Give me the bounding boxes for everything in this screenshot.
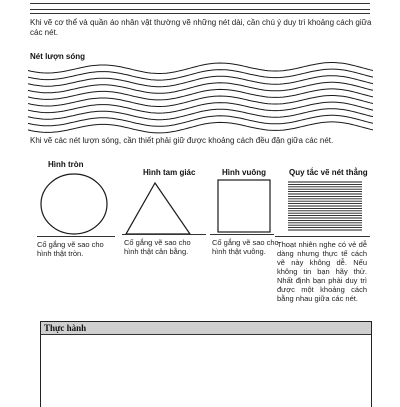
straight-caption-line-7: bằng nhau giữa các nét. [277, 294, 358, 303]
straight-caption-line-6: được một khoảng cách [277, 285, 367, 294]
wavy-section-title: Nét lượn sóng [30, 52, 86, 61]
intro-paragraph-line-2: các nét. [30, 28, 59, 37]
wavy-section-note: Khi vẽ các nét lượn sóng, cần thiết phải giữ được khoảng cách đều đặn giữa các nét. [30, 136, 334, 145]
circle-caption-line-2: hình thật tròn. [37, 249, 84, 258]
intro-paragraph-line-1: Khi vẽ cơ thể và quần áo nhân vật thường vẽ những nét dài, cần chú ý duy trì khoảng cách giữa [30, 18, 372, 27]
straight-caption-line-3: vẽ này không dễ. Nếu [277, 258, 367, 267]
straight-caption-underline [275, 236, 370, 237]
wavy-lines-figure [28, 62, 373, 134]
circle-figure [37, 173, 115, 237]
straight-lines-title: Quy tắc vẽ nét thẳng [289, 168, 368, 177]
straight-caption-line-4: không tin bạn hãy thử. [277, 267, 367, 276]
practice-title: Thực hành [41, 322, 371, 335]
top-rule-3 [30, 13, 370, 14]
practice-box[interactable] [40, 321, 372, 407]
straight-caption [277, 240, 367, 303]
square-caption-line-1: Cố gắng vẽ sao cho [212, 238, 279, 247]
straight-caption-line-5: Nhất định bạn phải duy trì [277, 276, 367, 285]
wavy-line [28, 122, 373, 133]
straight-caption-line-1: Thoạt nhiên nghe có vẻ dễ [277, 240, 367, 249]
circle-caption-line-1: Cố gắng vẽ sao cho [37, 240, 104, 249]
triangle-caption-line-1: Cố gắng vẽ sao cho [124, 238, 191, 247]
square-title: Hình vuông [222, 168, 266, 177]
top-rule-2 [30, 9, 370, 10]
triangle-shape [126, 183, 190, 234]
square-caption-line-2: hình thật vuông. [212, 247, 266, 256]
triangle-figure [122, 178, 200, 238]
triangle-title: Hình tam giác [143, 168, 196, 177]
circle-shape [41, 174, 107, 234]
square-caption-underline [210, 234, 274, 235]
square-figure [214, 176, 274, 236]
straight-caption-line-2: dàng nhưng thực tế cách [277, 249, 367, 258]
triangle-caption-line-2: hình thật cân bằng. [124, 247, 189, 256]
square-shape [218, 180, 270, 232]
top-rule-1 [30, 3, 370, 4]
straight-lines-figure [287, 180, 363, 232]
circle-caption-underline [37, 236, 115, 237]
circle-title: Hình tròn [48, 160, 84, 169]
triangle-caption-underline [122, 234, 206, 235]
